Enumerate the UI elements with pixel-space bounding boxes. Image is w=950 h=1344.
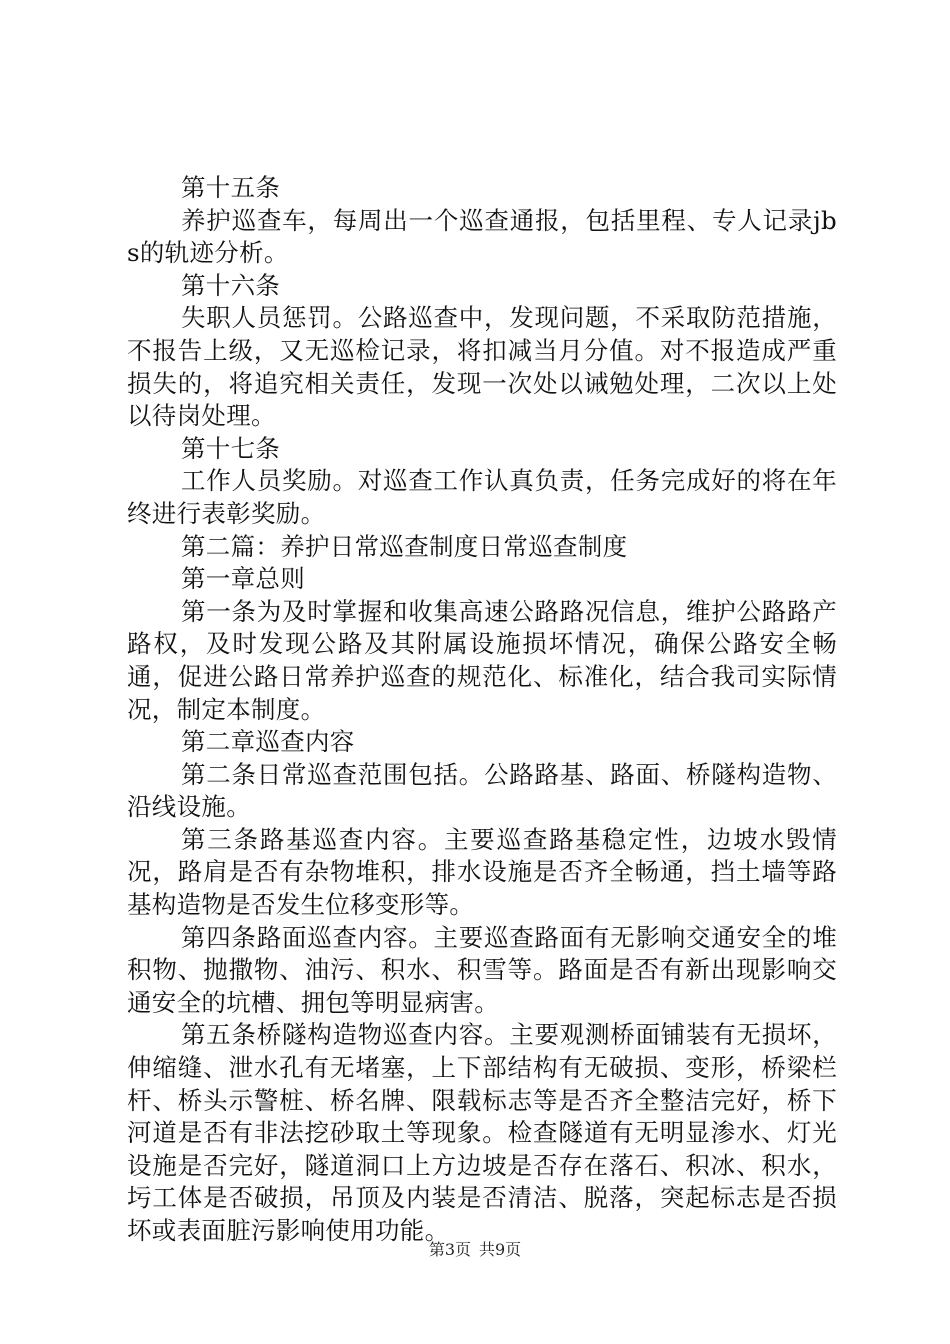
article-15-text: 养护巡查车，每周出一个巡查通报，包括里程、专人记录jbs的轨迹分析。 — [127, 205, 837, 268]
article-16-text: 失职人员惩罚。公路巡查中，发现问题，不采取防范措施，不报告上级，又无巡检记录，将扣减当月分值。对不报造成严重损失的，将追究相关责任，发现一次处以诫勉处理，二次以上处以待岗处理。 — [127, 303, 837, 431]
article-17-heading: 第十七条 — [181, 433, 281, 463]
part-two-title: 第二篇：养护日常巡查制度日常巡查制度 — [181, 531, 628, 561]
article-4-text: 第四条路面巡查内容。主要巡查路面有无影响交通安全的堆积物、抛撒物、油污、积水、积雪等。路面是否有新出现影响交通安全的坑槽、拥包等明显病害。 — [127, 922, 837, 1017]
article-16-heading: 第十六条 — [181, 270, 281, 300]
chapter-one-title: 第一章总则 — [181, 564, 305, 594]
document-body — [127, 172, 837, 1248]
article-3-text: 第三条路基巡查内容。主要巡查路基稳定性，边坡水毁情况，路肩是否有杂物堆积，排水设施是否齐全畅通，挡土墙等路基构造物是否发生位移变形等。 — [127, 824, 837, 920]
page-number: 第3页 — [428, 1240, 471, 1259]
chapter-two-title: 第二章巡查内容 — [181, 727, 355, 757]
article-5-text: 第五条桥隧构造物巡查内容。主要观测桥面铺装有无损坏，伸缩缝、泄水孔有无堵塞，上下部结构有无破损、变形，桥梁栏杆、桥头示警桩、桥名牌、限载标志等是否齐全整洁完好，桥下河道是否有非法挖砂取土等现象。检查隧道有无明显渗水、灯光设施是否完好，隧道洞口上方边坡是否存在落石、积冰、积水，圬工体是否破损，吊顶及内装是否清洁、脱落，突起标志是否损坏或表面脏污影响使用功能。 — [127, 1020, 837, 1245]
article-2-text: 第二条日常巡查范围包括。公路路基、路面、桥隧构造物、沿线设施。 — [127, 759, 837, 822]
article-15-heading: 第十五条 — [181, 173, 281, 202]
article-1-text: 第一条为及时掌握和收集高速公路路况信息，维护公路路产路权，及时发现公路及其附属设施损坏情况，确保公路安全畅通，促进公路日常养护巡查的规范化、标准化，结合我司实际情况，制定本制度。 — [127, 596, 837, 724]
page-total: 共9页 — [479, 1240, 522, 1259]
article-17-text: 工作人员奖励。对巡查工作认真负责，任务完成好的将在年终进行表彰奖励。 — [127, 466, 837, 528]
page-footer — [0, 1240, 950, 1260]
